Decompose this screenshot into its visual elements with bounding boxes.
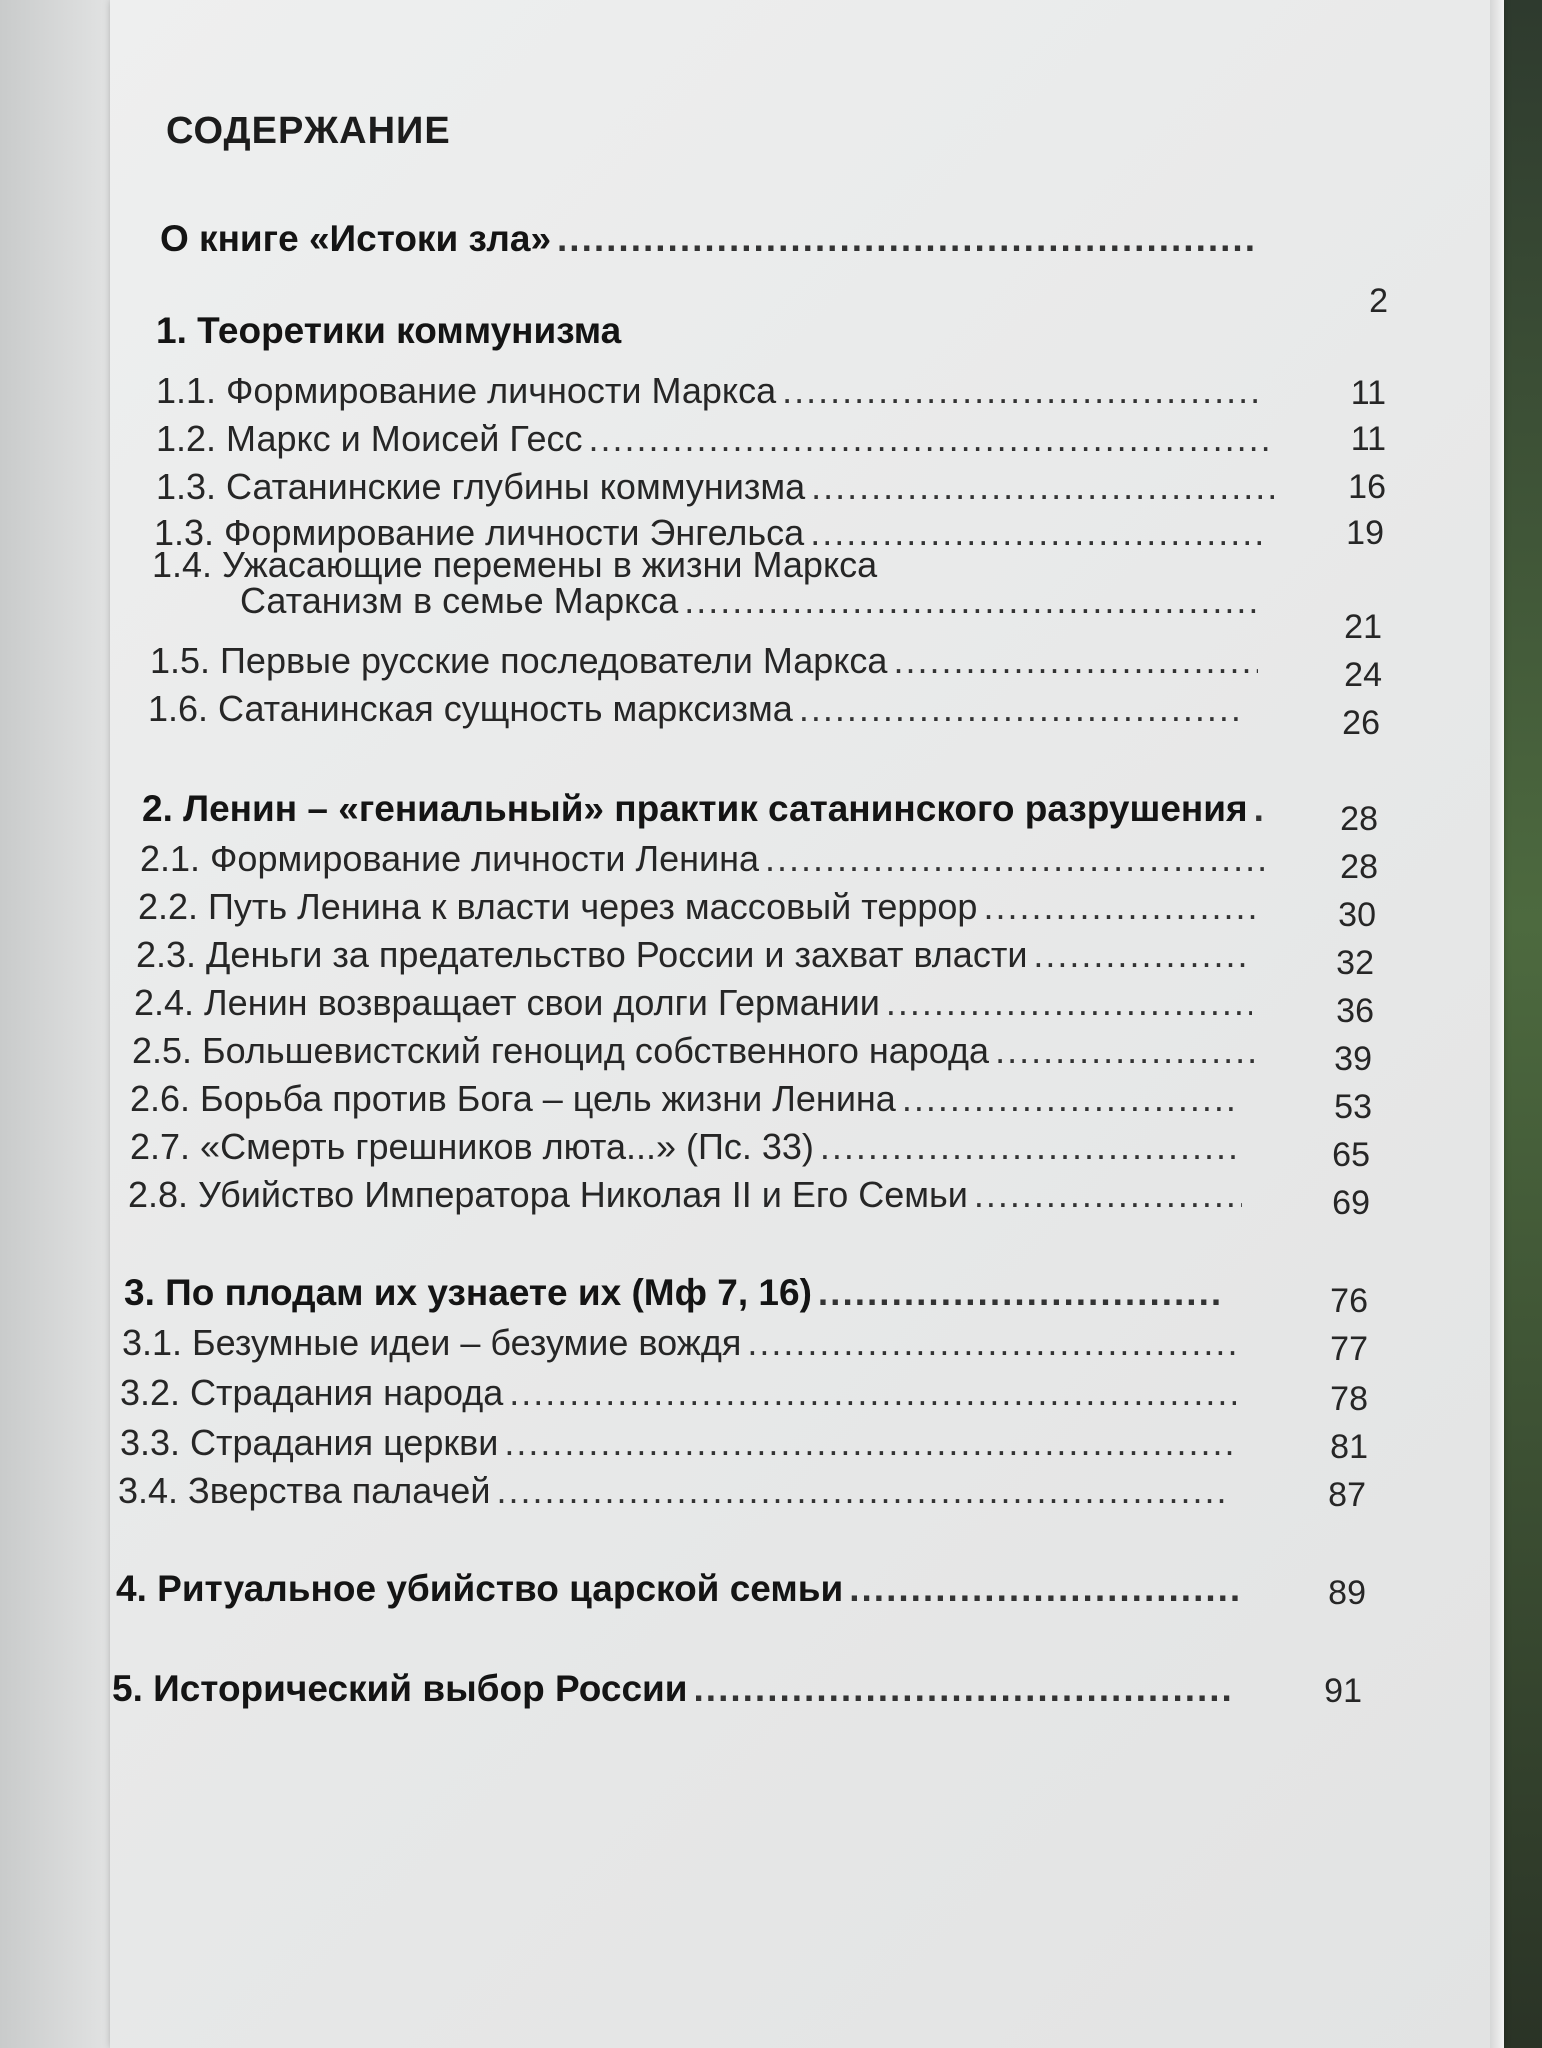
toc-entry-1-2b <box>156 466 1282 508</box>
toc-title: 5. Исторический выбор России <box>112 1668 688 1709</box>
dot-leader <box>886 982 1252 1024</box>
dot-leader <box>820 1126 1240 1168</box>
toc-title: 1.5. Первые русские последователи Маркса <box>150 640 888 681</box>
toc-entry-about <box>160 218 1260 260</box>
toc-entry-2-4 <box>134 982 1258 1024</box>
toc-title: 1.3. Формирование личности Энгельса <box>154 512 805 553</box>
toc-entry-3-2 <box>120 1372 1242 1414</box>
toc-entry-2-3 <box>136 934 1252 976</box>
toc-page-number: 28 <box>1340 848 1378 886</box>
dot-leader <box>684 580 1258 622</box>
book-page <box>110 0 1500 2048</box>
dot-leader <box>983 886 1256 928</box>
toc-entry-section-2 <box>142 788 1268 830</box>
toc-entry-1-5 <box>150 640 1264 682</box>
dot-leader <box>893 640 1258 682</box>
toc-page-number: 21 <box>1344 608 1382 646</box>
dot-leader <box>849 1568 1238 1610</box>
toc-page-number: 65 <box>1332 1136 1370 1174</box>
toc-title: 1.6. Сатанинская сущность марксизма <box>148 688 793 729</box>
toc-entry-3-3 <box>120 1422 1242 1464</box>
toc-title: 2.2. Путь Ленина к власти через массовый террор <box>138 886 978 927</box>
toc-title: 1. Теоретики коммунизма <box>156 310 622 351</box>
page-edge <box>1490 0 1504 2048</box>
toc-entry-1-4: 1.4. Ужасающие перемены в жизни Маркса <box>152 544 878 585</box>
dot-leader <box>496 1470 1230 1512</box>
dot-leader <box>818 1272 1224 1314</box>
toc-entry-section-1 <box>156 310 626 352</box>
dot-leader <box>995 1030 1254 1072</box>
dot-leader <box>810 512 1264 554</box>
dot-leader <box>902 1078 1234 1120</box>
dot-leader <box>509 1372 1236 1414</box>
toc-title: 2.5. Большевистский геноцид собственного народа <box>132 1030 990 1071</box>
toc-title: 1.3. Сатанинские глубины коммунизма <box>156 466 806 507</box>
toc-page-number: 24 <box>1344 656 1382 694</box>
toc-entry-1-4-continuation <box>240 580 1264 622</box>
toc-title: 2.6. Борьба против Бога – цель жизни Ленина <box>130 1078 896 1119</box>
toc-title: 2.7. «Смерть грешников люта...» (Пс. 33) <box>130 1126 814 1167</box>
toc-entry-1-1 <box>156 370 1266 412</box>
toc-title: 2.4. Ленин возвращает свои долги Германии <box>134 982 880 1023</box>
toc-entry-3-1 <box>122 1322 1242 1364</box>
toc-entry-2-7 <box>130 1126 1246 1168</box>
page-title: СОДЕРЖАНИЕ <box>166 110 451 152</box>
toc-page-number: 26 <box>1342 704 1380 742</box>
toc-page-number: 32 <box>1336 944 1374 982</box>
toc-entry-2-6 <box>130 1078 1240 1120</box>
dot-leader <box>782 370 1260 412</box>
toc-title: 3.1. Безумные идеи – безумие вождя <box>122 1322 742 1363</box>
desk-background-left <box>0 0 112 2048</box>
toc-title: 3. По плодам их узнаете их (Мф 7, 16) <box>124 1272 812 1313</box>
toc-title: 2.3. Деньги за предательство России и захват власти <box>136 934 1028 975</box>
dot-leader <box>799 688 1246 730</box>
dot-leader <box>589 418 1270 460</box>
toc-page-number: 39 <box>1334 1040 1372 1078</box>
toc-entry-section-5 <box>112 1668 1236 1710</box>
dot-leader <box>694 1668 1230 1710</box>
toc-page-number: 2 <box>1369 282 1388 320</box>
toc-page-number: 78 <box>1330 1380 1368 1418</box>
toc-entry-section-4 <box>116 1568 1244 1610</box>
toc-page-number: 53 <box>1334 1088 1372 1126</box>
toc-page-number: 91 <box>1324 1672 1362 1710</box>
toc-title: 2.1. Формирование личности Ленина <box>140 838 760 879</box>
dot-leader <box>811 466 1276 508</box>
toc-title: 1.2. Маркс и Моисей Гесс <box>156 418 583 459</box>
dot-leader <box>1254 788 1262 830</box>
toc-page-number: 11 <box>1350 420 1386 458</box>
toc-title: 4. Ритуальное убийство царской семьи <box>116 1568 844 1609</box>
toc-page-number: 19 <box>1346 514 1384 552</box>
dot-leader <box>974 1174 1242 1216</box>
toc-page-number: 89 <box>1328 1574 1366 1612</box>
toc-title: 2.8. Убийство Императора Николая II и Его Семьи <box>128 1174 968 1215</box>
toc-page-number: 69 <box>1332 1184 1370 1222</box>
toc-title: 3.4. Зверства палачей <box>118 1470 491 1511</box>
toc-page-number: 87 <box>1328 1476 1366 1514</box>
dot-leader <box>504 1422 1236 1464</box>
toc-entry-2-2 <box>138 886 1262 928</box>
toc-entry-2-1 <box>140 838 1270 880</box>
toc-entry-1-6 <box>148 688 1252 730</box>
toc-page-number: 30 <box>1338 896 1376 934</box>
toc-page-number: 81 <box>1330 1428 1368 1466</box>
toc-entry-section-3 <box>124 1272 1230 1314</box>
toc-entry-1-2 <box>156 418 1276 460</box>
toc-page-number: 28 <box>1340 800 1378 838</box>
toc-title: 3.2. Страдания народа <box>120 1372 504 1413</box>
toc-entry-2-5 <box>132 1030 1260 1072</box>
toc-title: 3.3. Страдания церкви <box>120 1422 499 1463</box>
toc-title: О книге «Истоки зла» <box>160 218 552 259</box>
toc-title: 1.1. Формирование личности Маркса <box>156 370 777 411</box>
toc-page-number: 76 <box>1330 1282 1368 1320</box>
dot-leader <box>1033 934 1246 976</box>
toc-page-number: 36 <box>1336 992 1374 1030</box>
dot-leader <box>747 1322 1236 1364</box>
dot-leader <box>557 218 1254 260</box>
toc-page-number: 16 <box>1348 468 1386 506</box>
dot-leader <box>765 838 1264 880</box>
toc-entry-2-8 <box>128 1174 1248 1216</box>
toc-entry-3-4 <box>118 1470 1236 1512</box>
toc-page-number: 11 <box>1350 374 1386 412</box>
toc-title: Сатанизм в семье Маркса <box>240 580 679 621</box>
toc-title: 2. Ленин – «гениальный» практик сатанинского разрушения <box>142 788 1248 829</box>
toc-page-number: 77 <box>1330 1330 1368 1368</box>
